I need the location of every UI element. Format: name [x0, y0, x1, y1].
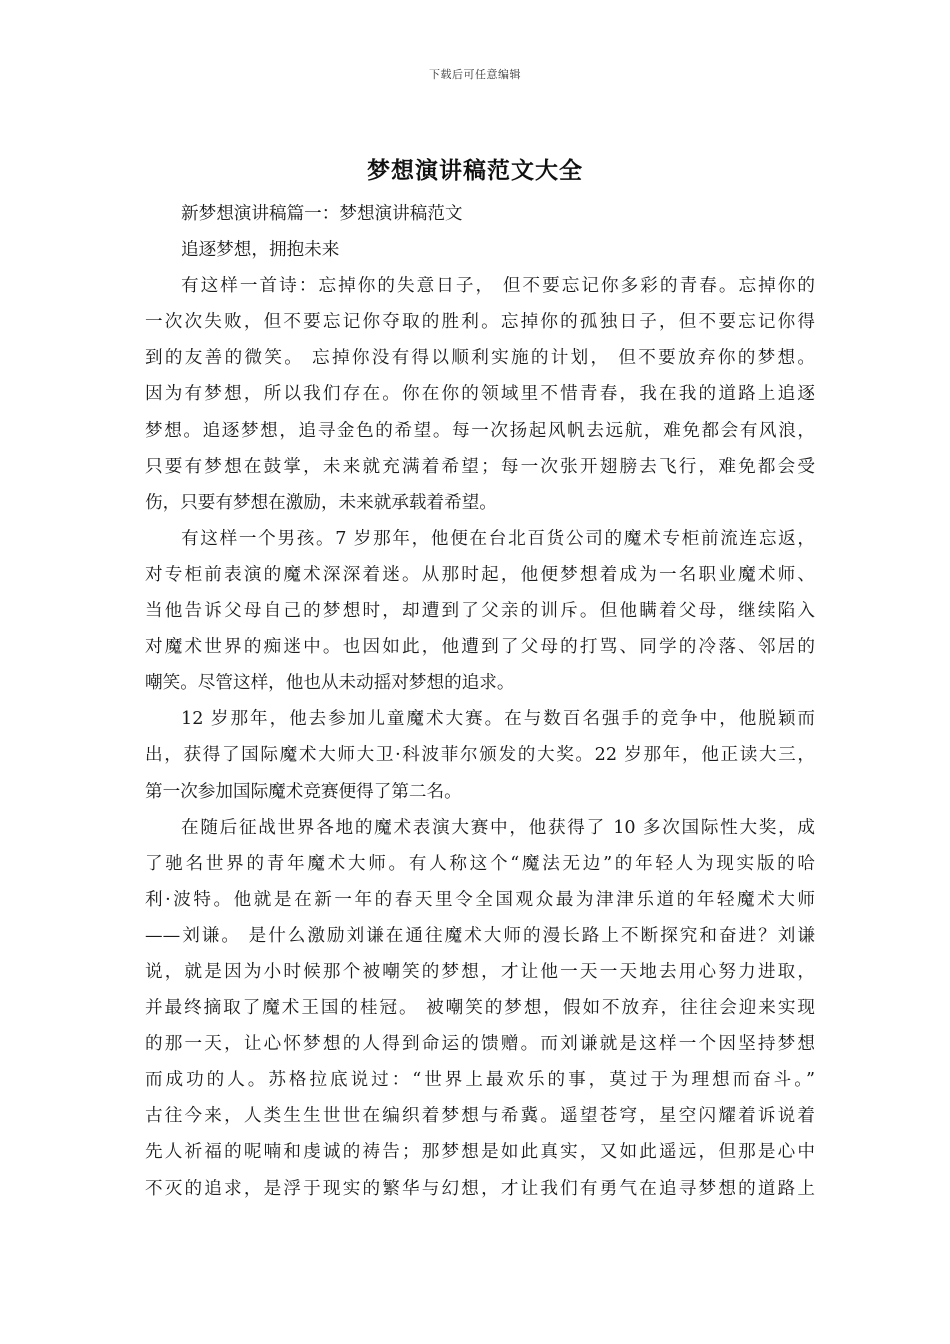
- text-line: 有这样一个男孩。7 岁那年，他便在台北百货公司的魔术专柜前流连忘返，: [181, 528, 815, 549]
- text-line: 追逐梦想，拥抱未来: [181, 240, 340, 261]
- text-line: 梦想。追逐梦想，追寻金色的希望。每一次扬起风帆去远航，难免都会有风浪，: [145, 420, 815, 441]
- text-line: 新梦想演讲稿篇一：梦想演讲稿范文: [181, 204, 463, 224]
- text-line: 先人祈福的呢喃和虔诚的祷告；那梦想是如此真实，又如此遥远，但那是心中: [145, 1142, 815, 1163]
- text-line: 说，就是因为小时候那个被嘲笑的梦想，才让他一天一天地去用心努力进取，: [145, 961, 815, 982]
- text-line: 对专柜前表演的魔术深深着迷。从那时起，他便梦想着成为一名职业魔术师、: [145, 564, 815, 585]
- text-line: 嘲笑。尽管这样，他也从未动摇对梦想的追求。: [145, 673, 515, 694]
- text-line: 只要有梦想在鼓掌，未来就充满着希望；每一次张开翅膀去飞行，难免都会受: [145, 456, 815, 477]
- text-line: 不灭的追求，是浮于现实的繁华与幻想，才让我们有勇气在追寻梦想的道路上: [145, 1178, 815, 1199]
- text-line: 有这样一首诗：忘掉你的失意日子， 但不要忘记你多彩的青春。忘掉你的: [181, 276, 815, 297]
- text-line: 古往今来，人类生生世世在编织着梦想与希冀。遥望苍穹，星空闪耀着诉说着: [145, 1106, 815, 1127]
- text-line: 的那一天，让心怀梦想的人得到命运的馈赠。而刘谦就是这样一个因坚持梦想: [145, 1034, 815, 1055]
- text-line: 当他告诉父母自己的梦想时，却遭到了父亲的训斥。但他瞒着父母，继续陷入: [145, 601, 815, 622]
- text-line: 利·波特。他就是在新一年的春天里令全国观众最为津津乐道的年轻魔术大师: [145, 889, 815, 910]
- header-note: 下载后可任意编辑: [429, 68, 521, 81]
- text-line: 因为有梦想，所以我们存在。你在你的领域里不惜青春，我在我的道路上追逐: [145, 384, 815, 405]
- text-line: 伤，只要有梦想在激励，未来就承载着希望。: [145, 492, 497, 513]
- text-line: 并最终摘取了魔术王国的桂冠。 被嘲笑的梦想，假如不放弃，往往会迎来实现: [145, 998, 815, 1019]
- text-line: 12 岁那年，他去参加儿童魔术大赛。在与数百名强手的竞争中，他脱颖而: [181, 709, 815, 730]
- text-line: 第一次参加国际魔术竞赛便得了第二名。: [145, 781, 462, 802]
- document-body: [145, 196, 815, 1207]
- text-line: 到的友善的微笑。 忘掉你没有得以顺利实施的计划， 但不要放弃你的梦想。: [145, 348, 815, 369]
- text-line: 了驰名世界的青年魔术大师。有人称这个“魔法无边”的年轻人为现实版的哈: [145, 853, 815, 874]
- text-line: 出，获得了国际魔术大师大卫·科波菲尔颁发的大奖。22 岁那年，他正读大三，: [145, 745, 815, 766]
- text-line: ——刘谦。 是什么激励刘谦在通往魔术大师的漫长路上不断探究和奋进？刘谦: [145, 925, 815, 946]
- text-line: 在随后征战世界各地的魔术表演大赛中，他获得了 10 多次国际性大奖，成: [181, 817, 815, 838]
- text-line: 一次次失败，但不要忘记你夺取的胜利。忘掉你的孤独日子，但不要忘记你得: [145, 312, 815, 333]
- text-line: 而成功的人。苏格拉底说过：“世界上最欢乐的事，莫过于为理想而奋斗。”: [145, 1070, 815, 1091]
- document-title: 梦想演讲稿范文大全: [367, 157, 583, 184]
- text-line: 对魔术世界的痴迷中。也因如此，他遭到了父母的打骂、同学的冷落、邻居的: [145, 637, 815, 658]
